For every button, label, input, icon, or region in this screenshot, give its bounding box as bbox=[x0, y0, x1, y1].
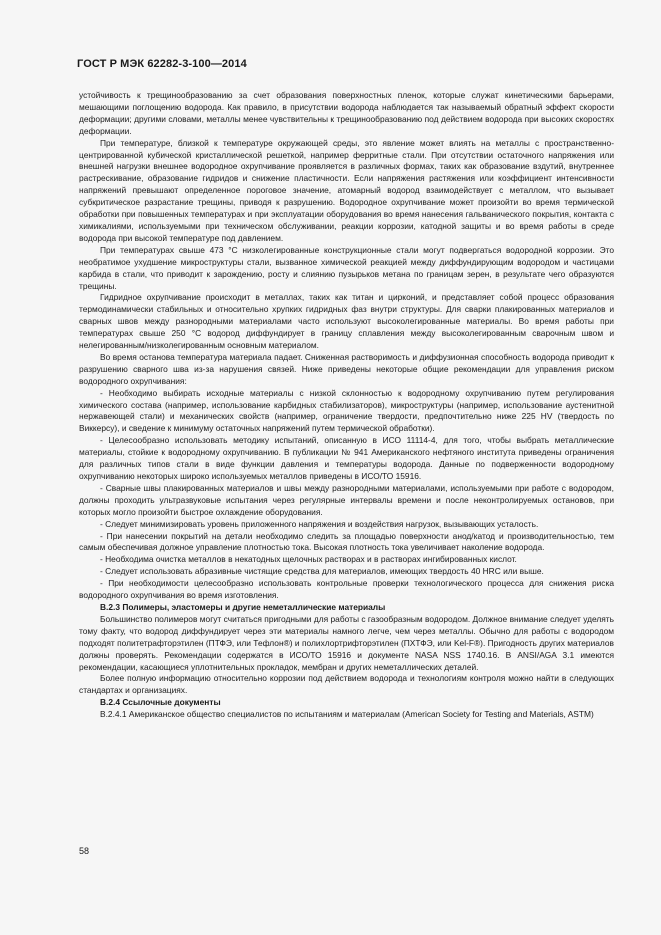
paragraph: Большинство полимеров могут считаться пригодными для работы с газообразным водородом. Должное внимание следует уделять тому факту, что водород диффундирует через эти материалы намного легче, чем через металлы. Обычно для работы с водородом подходят политетрафторэтилен (ПТФЭ, или Тефлон®) и полихлортрифторэтилен (ПХТФЭ, или Kel-F®). Пригодность других материалов должны проверять. Рекомендации содержатся в ИСО/ТО 15916 и документе NASA NSS 1740.16. В ANSI/AGA 3.1 имеются рекомендации, касающиеся уплотнительных прокладок, мембран и других неметаллических деталей. bbox=[79, 613, 614, 672]
list-item: - Целесообразно использовать методику испытаний, описанную в ИСО 11114-4, для того, чтобы выбрать металлические материалы, стойкие к водородному охрупчиванию. В публикации № 941 Американского нефтяного института приведены ограничения для различных типов стали в виде функции давления и температуры водорода. Данные по подверженности водородному охрупчиванию некоторых широко используемых металлов приведены в ИСО/ТО 15916. bbox=[79, 435, 614, 481]
list-item: - Следует минимизировать уровень приложенного напряжения и воздействия нагрузок, вызывающих усталость. bbox=[100, 518, 539, 529]
paragraph: Более полную информацию относительно коррозии под действием водорода и технологиям контроля можно найти в следующих стандартах и организациях. bbox=[79, 673, 614, 696]
list-item: - Сварные швы плакированных материалов и швы между разнородными материалами, используемыми при работе с водородом, должны проходить ультразвуковые испытания через регулярные интервалы времени и после неконтролируемых остановов, при которых могло произойти быстрое охлаждение оборудования. bbox=[79, 482, 614, 517]
list-item: - Необходима очистка металлов в некатодных щелочных растворах и в растворах ингибированных кислот. bbox=[100, 554, 517, 565]
paragraph: В.2.4.1 Американское общество специалистов по испытаниям и материалам (American Society for Testing and Materials, ASTM) bbox=[100, 709, 594, 720]
list-item: - Необходимо выбирать исходные материалы с низкой склонностью к водородному охрупчиванию путем регулирования химического состава (например, использование карбидных стабилизаторов), микроструктуры (например, использование аустенитной нержавеющей стали) и механических свойств (например, ограничение твердости, предпочтительно ниже 225 HV (твердость по Виккерсу), и сведение к минимуму остаточных напряжений путем термической обработки). bbox=[79, 387, 614, 434]
paragraph: Во время останова температура материала падает. Сниженная растворимость и диффузионная способность водорода приводит к разрушению сварного шва из-за нарушения связей. Ниже приведены некоторые общие рекомендации для управления риском водородного охрупчивания: bbox=[79, 351, 614, 386]
list-item: - При необходимости целесообразно использовать контрольные проверки технологического процесса для снижения риска водородного охрупчивания во время изготовления. bbox=[79, 578, 614, 601]
document-body bbox=[79, 90, 614, 721]
list-item: - Следует использовать абразивные чистящие средства для материалов, имеющих твердость 40 HRC или выше. bbox=[100, 566, 544, 577]
paragraph: Гидридное охрупчивание происходит в металлах, таких как титан и цирконий, и представляет собой процесс образования термодинамически стабильных и относительно хрупких гидридных фаз внутри структуры. Для сварки плакированных материалов и сварных швов между разнородными материалами часто используют высоколегированные материалы. Во время работы при температурах свыше 250 °С водород диффундирует в границу сплавления между высоколегированным сварочным швом и нелегированным/низколегированным основным материалом. bbox=[79, 292, 614, 351]
page-number: 58 bbox=[79, 846, 90, 856]
list-item: - При нанесении покрытий на детали необходимо следить за площадью поверхности анод/катод и производительностью, тем самым обеспечивая должное управление плотностью тока. Высокая плотность тока увеличивает наколение водорода. bbox=[79, 530, 614, 553]
section-heading-b23: В.2.3 Полимеры, эластомеры и другие неметаллические материалы bbox=[100, 601, 386, 612]
paragraph: При температурах свыше 473 °С низколегированные конструкционные стали могут подвергаться водородной коррозии. Это необратимое ухудшение микроструктуры стали, вызванное химической реакцией между диффундирующим водородом и частицами карбида в стали, что приводит к зарождению, росту и слиянию пузырьков метана по границам зерен, в результате чего образуются трещины. bbox=[79, 244, 614, 291]
section-heading-b24: В.2.4 Ссылочные документы bbox=[100, 697, 221, 708]
paragraph: При температуре, близкой к температуре окружающей среды, это явление может влиять на металлы с пространственно-центрированной кубической кристаллической решеткой, например ферритные стали. При отсутствии остаточного напряжения или внешней нагрузки внешнее водородное охрупчивание проявляется в различных формах, таких как образование вздутий, внутреннее растрескивание, образование гидридов и снижение пластичности. Если напряжения растяжения или коэффициент интенсивности напряжений превышают определенное пороговое значение, атомарный водород взаимодействует с металлом, что вызывает субкритическое разрастание трещины, приводя к разрушению. Водородное охрупчивание может произойти во время термической обработки при повышенных температурах и при эксплуатации оборудования во время нанесения гальванического покрытия, контакта с химикалиями, используемыми при техническом обслуживании, реакции коррозии, катодной защиты и во время работы в среде водорода при высокой температуре под давлением. bbox=[79, 137, 614, 243]
paragraph: устойчивость к трещинообразованию за счет образования поверхностных пленок, которые служат кинетическими барьерами, мешающими поглощению водорода. Как правило, в присутствии водорода наблюдается так называемый обратный эффект скорости деформации; другими словами, металлы менее чувствительны к трещинообразованию под действием водорода при высоких скоростях деформации. bbox=[79, 90, 614, 136]
standard-header: ГОСТ Р МЭК 62282-3-100—2014 bbox=[77, 58, 247, 70]
